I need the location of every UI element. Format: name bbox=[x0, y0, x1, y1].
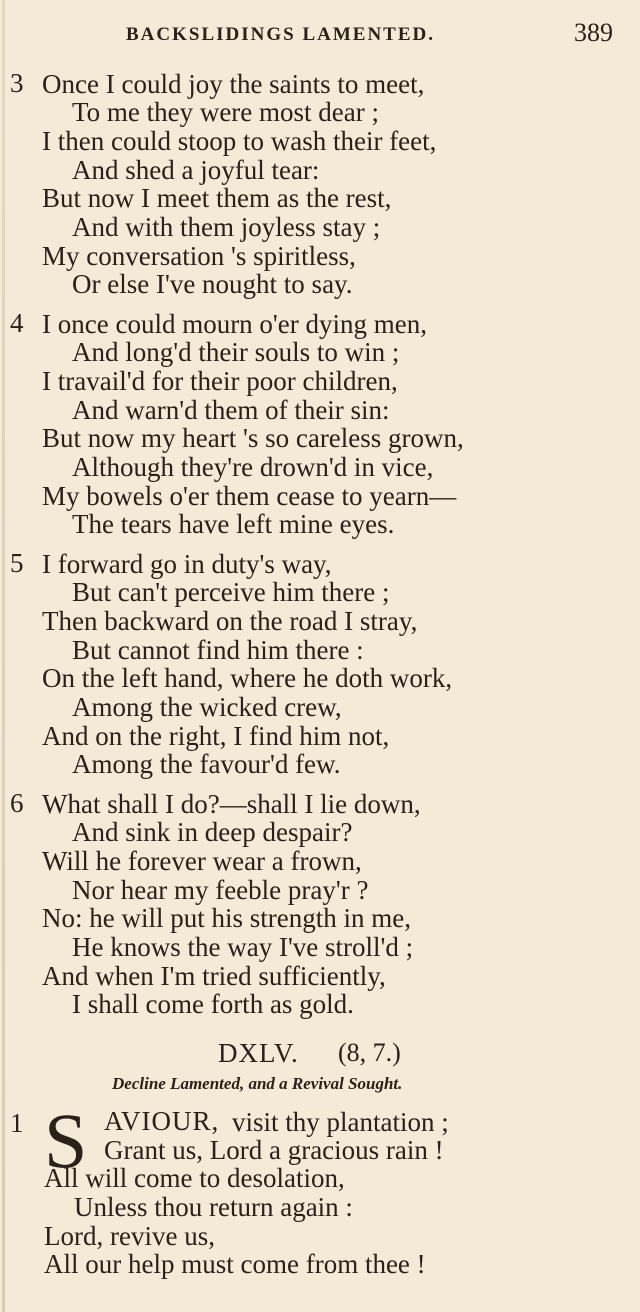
verse-line: All our help must come from thee ! bbox=[44, 1249, 426, 1279]
first-word-small-caps: AVIOUR, bbox=[104, 1106, 220, 1136]
verse-line: No: he will put his strength in me, bbox=[42, 903, 411, 933]
verse-line: Will he forever wear a frown, bbox=[42, 846, 362, 876]
stanza-number: 3 bbox=[10, 68, 24, 98]
verse-line: But now my heart 's so careless grown, bbox=[42, 423, 464, 453]
verse-line: And on the right, I find him not, bbox=[42, 721, 390, 751]
verse-line: Grant us, Lord a gracious rain ! bbox=[104, 1135, 444, 1165]
verse-line: He knows the way I've stroll'd ; bbox=[72, 932, 414, 962]
verse-line: I then could stoop to wash their feet, bbox=[42, 126, 437, 156]
stanza-number: 6 bbox=[10, 788, 24, 818]
page-number: 389 bbox=[574, 18, 613, 47]
verse-line: I forward go in duty's way, bbox=[42, 549, 332, 579]
page-edge-shadow bbox=[2, 0, 5, 1312]
verse-line: And long'd their souls to win ; bbox=[72, 337, 400, 367]
verse-line: But cannot find him there : bbox=[72, 635, 364, 665]
verse-line: And sink in deep despair? bbox=[72, 817, 353, 847]
verse-line: I once could mourn o'er dying men, bbox=[42, 309, 428, 339]
verse-line: And with them joyless stay ; bbox=[72, 212, 381, 242]
hymn-number: DXLV. bbox=[218, 1038, 299, 1068]
verse-line: What shall I do?—shall I lie down, bbox=[42, 789, 421, 819]
stanza-number: 4 bbox=[10, 308, 24, 338]
verse-line: visit thy plantation ; bbox=[232, 1107, 449, 1137]
verse-line: But now I meet them as the rest, bbox=[42, 183, 392, 213]
verse-line: The tears have left mine eyes. bbox=[72, 509, 395, 539]
verse-line: To me they were most dear ; bbox=[72, 97, 380, 127]
verse-line: And shed a joyful tear: bbox=[72, 155, 320, 185]
verse-line: Unless thou return again : bbox=[74, 1192, 353, 1222]
verse-line: Nor hear my feeble pray'r ? bbox=[72, 875, 369, 905]
verse-line: I travail'd for their poor children, bbox=[42, 366, 398, 396]
verse-line: My conversation 's spiritless, bbox=[42, 241, 356, 271]
verse-line: Among the favour'd few. bbox=[72, 749, 341, 779]
verse-line: Once I could joy the saints to meet, bbox=[42, 69, 425, 99]
verse-line: But can't perceive him there ; bbox=[72, 577, 390, 607]
verse-line: Or else I've nought to say. bbox=[72, 269, 353, 299]
verse-line: On the left hand, where he doth work, bbox=[42, 663, 453, 693]
running-head: BACKSLIDINGS LAMENTED. bbox=[126, 24, 435, 45]
stanza-number: 5 bbox=[10, 548, 24, 578]
stanza-number: 1 bbox=[10, 1108, 24, 1138]
verse-line: Lord, revive us, bbox=[44, 1221, 215, 1251]
verse-line: And warn'd them of their sin: bbox=[72, 395, 390, 425]
verse-line: My bowels o'er them cease to yearn— bbox=[42, 481, 457, 511]
verse-line: I shall come forth as gold. bbox=[72, 989, 354, 1019]
verse-line: Although they're drown'd in vice, bbox=[72, 452, 434, 482]
drop-cap: S bbox=[44, 1097, 88, 1184]
hymn-subtitle: Decline Lamented, and a Revival Sought. bbox=[112, 1074, 403, 1093]
verse-line: Among the wicked crew, bbox=[72, 692, 342, 722]
hymn-meter: (8, 7.) bbox=[338, 1038, 401, 1067]
verse-line: Then backward on the road I stray, bbox=[42, 606, 418, 636]
verse-line: And when I'm tried sufficiently, bbox=[42, 961, 386, 991]
verse-line: All will come to desolation, bbox=[44, 1163, 345, 1193]
